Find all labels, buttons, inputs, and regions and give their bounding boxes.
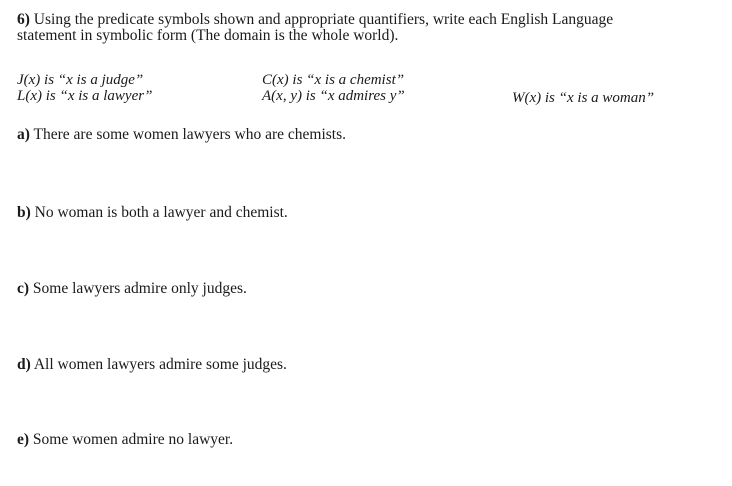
predicate-chemist: C(x) is “x is a chemist” xyxy=(262,72,405,88)
predicate-judge: J(x) is “x is a judge” xyxy=(17,72,144,88)
part-c xyxy=(17,281,247,297)
predicate-woman: W(x) is “x is a woman” xyxy=(512,90,655,106)
part-d xyxy=(17,357,287,373)
part-label: c) xyxy=(17,280,30,297)
part-label: e) xyxy=(17,431,30,448)
part-a xyxy=(17,127,346,143)
part-text: Some women admire no lawyer. xyxy=(32,431,234,448)
predicate-admires: A(x, y) is “x admires y” xyxy=(262,88,405,104)
part-b xyxy=(17,205,288,221)
predicate-lawyer: L(x) is “x is a lawyer” xyxy=(17,88,153,104)
part-text: All women lawyers admire some judges. xyxy=(33,356,287,373)
part-label: a) xyxy=(17,126,30,143)
part-text: No woman is both a lawyer and chemist. xyxy=(34,204,288,221)
question-prompt xyxy=(17,12,697,44)
question-text-line-1: Using the predicate symbols shown and appropriate quantifiers, write each English Language xyxy=(33,11,614,28)
question-text-line-2: statement in symbolic form (The domain is the whole world). xyxy=(17,27,399,44)
part-e xyxy=(17,432,233,448)
question-line-1 xyxy=(17,12,697,28)
part-text: There are some women lawyers who are chemists. xyxy=(33,126,346,143)
part-label: d) xyxy=(17,356,31,373)
question-number: 6) xyxy=(17,11,30,28)
part-text: Some lawyers admire only judges. xyxy=(32,280,247,297)
part-label: b) xyxy=(17,204,31,221)
